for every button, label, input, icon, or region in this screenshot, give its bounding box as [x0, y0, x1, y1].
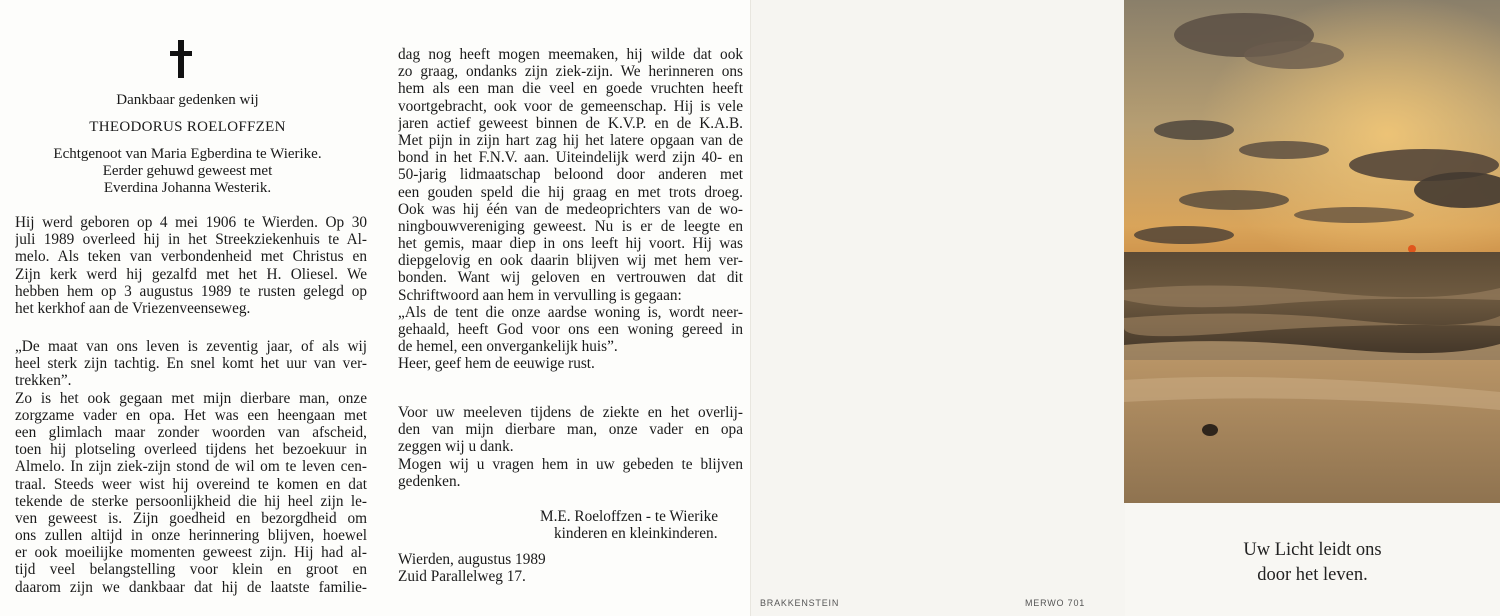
- text-line: ningbouwvereniging geweest. Nu is er de leegte en: [398, 217, 743, 235]
- text-line: 50-jarig lidmaatschap beloond door anderen met: [398, 166, 743, 184]
- text-line: bond in het F.N.V. aan. Uiteindelijk werd zijn 40- en: [398, 149, 743, 167]
- spouse-line: Echtgenoot van Maria Egberdina te Wierike.: [53, 146, 322, 162]
- publisher-mark: BRAKKENSTEIN: [760, 598, 840, 608]
- text-line: hem als een man die veel en goede vruchten heeft: [398, 80, 743, 98]
- text-line: gedenken.: [398, 472, 461, 490]
- signature-line: kinderen en kleinkinderen.: [554, 525, 718, 543]
- text-line: traal. Steeds weer wist hij overeind te komen en dat: [15, 475, 367, 493]
- cover-caption-line: door het leven.: [1257, 565, 1368, 585]
- text-line: tijd veel belangstelling voor klein en groot en: [15, 561, 367, 579]
- card-page-left: [0, 0, 375, 616]
- signature-block: [540, 508, 718, 542]
- spouse-line: Eerder gehuwd geweest met: [102, 163, 273, 179]
- thanks-paragraph: [398, 404, 743, 490]
- text-line: Met pijn in zijn hart zag hij het latere opgaan van de: [398, 131, 743, 149]
- sunset-sea-photo: [1124, 0, 1500, 503]
- text-line: de hemel, een onvergankelijk huis”.: [398, 338, 618, 356]
- text-line: Hij werd geboren op 4 mei 1906 te Wierden. Op 30: [15, 214, 367, 231]
- text-line: Mogen wij u vragen hem in uw gebeden te blijven: [398, 455, 743, 473]
- text-line: er ook moeilijke momenten geweest zijn. Hij had al-: [15, 544, 367, 562]
- memorial-paragraph: [15, 338, 367, 596]
- text-line: tekende de sterke persoonlijkheid die hij heel zijn le-: [15, 492, 367, 510]
- text-line: zo graag, ondanks zijn ziek-zijn. We herinneren ons: [398, 63, 743, 81]
- text-line: zorgzame vader en opa. Het was een heengaan met: [15, 406, 367, 424]
- text-line: bonden. Want wij geloven en vertrouwen dat dit: [398, 269, 743, 287]
- continuation-paragraph: [398, 46, 743, 373]
- text-line: „De maat van ons leven is zeventig jaar, of als wij: [15, 338, 367, 355]
- place-date: Wierden, augustus 1989: [398, 551, 546, 568]
- text-line: Zo is het ook gegaan met mijn dierbare man, onze: [15, 389, 367, 407]
- cover-caption-line: Uw Licht leidt ons: [1243, 540, 1382, 560]
- text-line: ons zullen altijd in onze herinnering blijven, hoewel: [15, 527, 367, 545]
- text-line: jaren actief geweest binnen de K.V.P. en de K.A.B.: [398, 114, 743, 132]
- address: Zuid Parallelweg 17.: [398, 568, 526, 586]
- text-line: het kerkhof aan de Vriezenveenseweg.: [15, 299, 251, 317]
- text-line: zeggen wij u dank.: [398, 438, 514, 456]
- text-line: Almelo. In zijn ziek-zijn stond de wil om te leven cen-: [15, 458, 367, 476]
- text-line: Zijn kerk werd hij gezalfd met het H. Oliesel. We: [15, 265, 367, 283]
- text-line: heel sterk zijn tachtig. En snel komt het uur van ver-: [15, 355, 367, 373]
- card-page-middle: [375, 0, 750, 616]
- text-line: toen hij plotseling overleed tijdens het bezoekuur in: [15, 441, 367, 459]
- text-line: trekken”.: [15, 372, 72, 390]
- text-line: den van mijn dierbare man, onze vader en opa: [398, 421, 743, 439]
- text-line: een glimlach maar zonder woorden van afscheid,: [15, 423, 367, 441]
- spouse-line: Everdina Johanna Westerik.: [103, 180, 272, 196]
- text-line: voortgebracht, ook voor de gemeenschap. Hij is vele: [398, 97, 743, 115]
- place-date-block: [398, 551, 546, 585]
- text-line: ven geweest is. Zijn goedheid en bezorgdheid om: [15, 509, 367, 527]
- text-line: een gouden speld die hij graag en met trots droeg.: [398, 183, 743, 201]
- text-line: Ook was hij één van de medeoprichters van de wo-: [398, 200, 743, 218]
- text-line: Schriftwoord aan hem in vervulling is gegaan:: [398, 286, 682, 304]
- print-code: MERWO 701: [1025, 598, 1086, 608]
- text-line: gehaald, heeft God voor ons een woning gereed in: [398, 321, 743, 338]
- text-line: „Als de tent die onze aardse woning is, wordt neer-: [398, 303, 743, 321]
- card-page-back: [750, 0, 1126, 616]
- text-line: juli 1989 overleed hij in het Streekziekenhuis te Al-: [15, 231, 367, 249]
- text-line: het gemis, maar diep in ons leeft hij voort. Hij was: [398, 235, 743, 253]
- deceased-name: THEODORUS ROELOFFZEN: [89, 119, 286, 135]
- text-line: diepgelovig en ook daarin blijven wij met hem ver-: [398, 252, 743, 270]
- text-line: Voor uw meeleven tijdens de ziekte en het overlij-: [398, 404, 743, 421]
- text-line: melo. Als teken van verbondenheid met Christus en: [15, 248, 367, 266]
- text-line: hebben hem op 3 augustus 1989 te rusten gelegd op: [15, 282, 367, 300]
- signature-line: M.E. Roeloffzen - te Wierike: [540, 508, 719, 525]
- text-line: daarom zijn we dankbaar dat hij de laatste familie-: [15, 578, 367, 596]
- biography-paragraph: [15, 214, 367, 317]
- text-line: dag nog heeft mogen meemaken, hij wilde dat ook: [398, 46, 743, 63]
- header-text: Dankbaar gedenken wij: [116, 92, 259, 108]
- text-line: Heer, geef hem de eeuwige rust.: [398, 355, 595, 373]
